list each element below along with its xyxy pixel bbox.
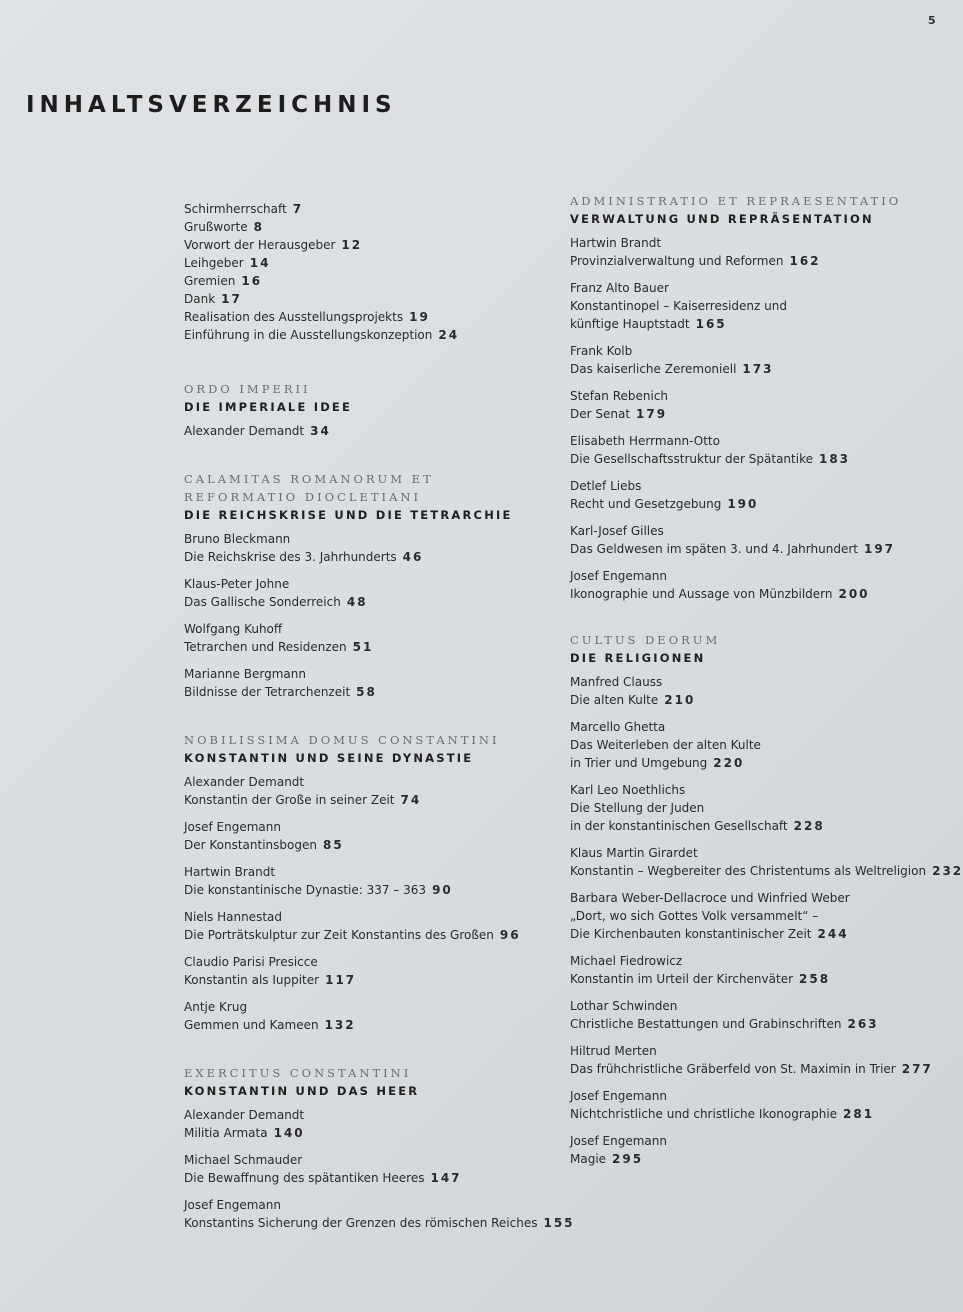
front-matter-item	[184, 218, 564, 236]
entry-title: Bildnisse der Tetrarchenzeit 58	[184, 685, 377, 699]
entry-author: Hartwin Brandt	[570, 236, 662, 250]
page-title: INHALTSVERZEICHNIS	[26, 92, 397, 118]
toc-entry	[184, 863, 564, 899]
section-german-title: KONSTANTIN UND SEINE DYNASTIE	[184, 751, 474, 765]
page-ref: 295	[612, 1152, 644, 1166]
entry-title: Dank	[184, 292, 216, 306]
page-ref: 14	[249, 256, 271, 270]
entry-title: künftige Hauptstadt 165	[570, 317, 727, 331]
front-matter-item	[184, 200, 564, 218]
page-ref: 220	[713, 756, 745, 770]
page-ref: 74	[400, 793, 422, 807]
entry-title: in der konstantinischen Gesellschaft 228	[570, 819, 825, 833]
page-ref: 147	[430, 1171, 462, 1185]
entry-author: Michael Schmauder	[184, 1153, 303, 1167]
page-ref: 232	[932, 864, 963, 878]
front-matter-list	[184, 200, 564, 344]
toc-entry	[570, 1042, 955, 1078]
front-matter-item	[184, 326, 564, 344]
page-ref: 48	[346, 595, 368, 609]
toc-section	[184, 380, 564, 440]
section-latin-title: EXERCITUS CONSTANTINI	[184, 1066, 412, 1080]
entry-author: Barbara Weber-Dellacroce und Winfried Weber	[570, 891, 850, 905]
entry-author: Marianne Bergmann	[184, 667, 306, 681]
toc-entry	[184, 1151, 564, 1187]
entry-title: Militia Armata 140	[184, 1126, 305, 1140]
page-ref: 200	[838, 587, 870, 601]
entry-title: Ikonographie und Aussage von Münzbildern 200	[570, 587, 870, 601]
page-ref: 210	[664, 693, 696, 707]
entry-title: Einführung in die Ausstellungskonzeption	[184, 328, 433, 342]
entry-title: Provinzialverwaltung und Reformen 162	[570, 254, 821, 268]
toc-entry	[570, 1132, 955, 1168]
toc-entry	[184, 818, 564, 854]
toc-entry	[184, 620, 564, 656]
page-ref: 162	[789, 254, 821, 268]
entry-title: Vorwort der Herausgeber	[184, 238, 336, 252]
entry-title: Konstantins Sicherung der Grenzen des römischen Reiches 155	[184, 1216, 575, 1230]
page-ref: 46	[402, 550, 424, 564]
toc-column-right	[570, 192, 963, 1177]
toc-entry	[570, 477, 955, 513]
page-ref: 16	[241, 274, 263, 288]
entry-author: Josef Engemann	[570, 1134, 667, 1148]
page-ref: 140	[273, 1126, 305, 1140]
entry-author: Karl Leo Noethlichs	[570, 783, 686, 797]
page-ref: 132	[324, 1018, 356, 1032]
page-ref: 155	[543, 1216, 575, 1230]
entry-title: „Dort, wo sich Gottes Volk versammelt“ –	[570, 909, 819, 923]
page-ref: 281	[843, 1107, 875, 1121]
page-ref: 179	[636, 407, 668, 421]
entry-author: Manfred Clauss	[570, 675, 663, 689]
entry-author: Karl-Josef Gilles	[570, 524, 664, 538]
toc-entry	[184, 665, 564, 701]
entry-author: Franz Alto Bauer	[570, 281, 669, 295]
page-number: 5	[928, 14, 936, 27]
entry-author: Josef Engemann	[570, 1089, 667, 1103]
entry-title: Das kaiserliche Zeremoniell 173	[570, 362, 774, 376]
toc-entry	[570, 567, 955, 603]
entry-author: Niels Hannestad	[184, 910, 282, 924]
section-german-title: DIE IMPERIALE IDEE	[184, 400, 353, 414]
entry-title: Die Gesellschaftsstruktur der Spätantike 183	[570, 452, 851, 466]
entry-title: Magie 295	[570, 1152, 644, 1166]
entry-title: Der Senat 179	[570, 407, 668, 421]
entry-author: Detlef Liebs	[570, 479, 642, 493]
page-ref: 258	[799, 972, 831, 986]
page-ref: 183	[818, 452, 851, 466]
toc-section	[570, 631, 963, 1168]
toc-entry	[570, 1087, 955, 1123]
entry-author: Alexander Demandt	[184, 775, 305, 789]
front-matter-item	[184, 272, 564, 290]
entry-author: Hiltrud Merten	[570, 1044, 657, 1058]
entry-title: in Trier und Umgebung 220	[570, 756, 745, 770]
entry-title: Leihgeber	[184, 256, 244, 270]
entry-author: Lothar Schwinden	[570, 999, 678, 1013]
entry-author: Josef Engemann	[184, 1198, 281, 1212]
front-matter-item	[184, 308, 564, 326]
page-ref: 263	[847, 1017, 879, 1031]
toc-entry	[570, 718, 955, 772]
toc-entry	[570, 952, 955, 988]
entry-title: Gremien	[184, 274, 236, 288]
toc-entry	[570, 522, 955, 558]
toc-entry	[184, 998, 564, 1034]
page-ref: 12	[341, 238, 363, 252]
entry-title: Das frühchristliche Gräberfeld von St. Maximin in Trier 277	[570, 1062, 933, 1076]
page-ref: 197	[863, 542, 896, 556]
entry-title: Die alten Kulte 210	[570, 693, 696, 707]
entry-author: Frank Kolb	[570, 344, 633, 358]
toc-column-left	[184, 200, 575, 1241]
page-ref: 190	[727, 497, 759, 511]
toc-entry	[184, 575, 564, 611]
entry-title: Konstantin – Wegbereiter des Christentums als Weltreligion 232	[570, 864, 963, 878]
page-ref: 24	[438, 328, 460, 342]
page-ref: 19	[409, 310, 430, 324]
toc-entry	[570, 342, 955, 378]
section-german-title: DIE RELIGIONEN	[570, 651, 706, 665]
section-latin-title: ORDO IMPERII	[184, 382, 311, 396]
entry-author: Elisabeth Herrmann-Otto	[570, 434, 720, 448]
page-ref: 7	[292, 202, 304, 216]
front-matter-item	[184, 290, 564, 308]
entry-author: Alexander Demandt 34	[184, 424, 331, 438]
page-ref: 244	[817, 927, 849, 941]
entry-author: Alexander Demandt	[184, 1108, 305, 1122]
page-ref: 173	[742, 362, 774, 376]
entry-author: Hartwin Brandt	[184, 865, 276, 879]
page-ref: 34	[310, 424, 331, 438]
entry-author: Josef Engemann	[184, 820, 281, 834]
section-german-title: DIE REICHSKRISE UND DIE TETRARCHIE	[184, 508, 513, 522]
entry-title: Konstantinopel – Kaiserresidenz und	[570, 299, 787, 313]
entry-title: Realisation des Ausstellungsprojekts	[184, 310, 404, 324]
section-german-title: VERWALTUNG UND REPRÄSENTATION	[570, 212, 874, 226]
section-latin-title: NOBILISSIMA DOMUS CONSTANTINI	[184, 733, 500, 747]
entry-title: Das Weiterleben der alten Kulte	[570, 738, 761, 752]
page-ref: 90	[432, 883, 453, 897]
front-matter-item	[184, 254, 564, 272]
entry-title: Die Reichskrise des 3. Jahrhunderts 46	[184, 550, 424, 564]
toc-entry	[184, 1106, 564, 1142]
entry-title: Nichtchristliche und christliche Ikonographie 281	[570, 1107, 875, 1121]
section-latin-title: ADMINISTRATIO ET REPRAESENTATIO	[570, 194, 902, 208]
toc-entry	[184, 773, 564, 809]
entry-author: Wolfgang Kuhoff	[184, 622, 283, 636]
toc-entry	[184, 953, 564, 989]
toc-entry	[570, 781, 955, 835]
page-ref: 277	[901, 1062, 933, 1076]
page-ref: 165	[695, 317, 727, 331]
entry-title: Der Konstantinsbogen 85	[184, 838, 344, 852]
page-ref: 228	[793, 819, 825, 833]
toc-entry	[570, 997, 955, 1033]
entry-title: Recht und Gesetzgebung 190	[570, 497, 759, 511]
toc-entry	[570, 279, 955, 333]
page-ref: 85	[322, 838, 344, 852]
entry-author: Antje Krug	[184, 1000, 248, 1014]
entry-author: Klaus-Peter Johne	[184, 577, 290, 591]
entry-author: Bruno Bleckmann	[184, 532, 291, 546]
entry-title: Gemmen und Kameen 132	[184, 1018, 356, 1032]
entry-author: Stefan Rebenich	[570, 389, 669, 403]
entry-title: Christliche Bestattungen und Grabinschriften 263	[570, 1017, 879, 1031]
toc-entry	[570, 234, 955, 270]
toc-entry	[184, 422, 564, 440]
section-latin-title: CULTUS DEORUM	[570, 633, 721, 647]
section-german-title: KONSTANTIN UND DAS HEER	[184, 1084, 420, 1098]
page-ref: 117	[325, 973, 357, 987]
page-ref: 51	[352, 640, 374, 654]
entry-title: Grußworte	[184, 220, 248, 234]
toc-entry	[570, 889, 955, 943]
entry-title: Konstantin der Große in seiner Zeit 74	[184, 793, 422, 807]
page-ref: 17	[221, 292, 242, 306]
entry-title: Die Porträtskulptur zur Zeit Konstantins des Großen 96	[184, 928, 521, 942]
left-sections	[184, 380, 575, 1232]
page-ref: 8	[253, 220, 264, 234]
entry-author: Michael Fiedrowicz	[570, 954, 683, 968]
toc-entry	[570, 387, 955, 423]
entry-title: Die Bewaffnung des spätantiken Heeres 147	[184, 1171, 462, 1185]
entry-title: Tetrarchen und Residenzen 51	[184, 640, 374, 654]
entry-title: Schirmherrschaft	[184, 202, 287, 216]
toc-section	[184, 470, 564, 701]
front-matter-item	[184, 236, 564, 254]
toc-section	[570, 192, 955, 603]
toc-entry	[184, 1196, 575, 1232]
toc-section	[184, 731, 564, 1034]
page-ref: 58	[356, 685, 377, 699]
entry-title: Die Stellung der Juden	[570, 801, 705, 815]
toc-section	[184, 1064, 575, 1232]
toc-entry	[570, 673, 955, 709]
toc-entry	[184, 530, 564, 566]
page-ref: 96	[499, 928, 521, 942]
right-sections	[570, 192, 963, 1168]
toc-entry	[184, 908, 564, 944]
entry-title: Das Geldwesen im späten 3. und 4. Jahrhundert 197	[570, 542, 896, 556]
entry-author: Klaus Martin Girardet	[570, 846, 698, 860]
entry-author: Claudio Parisi Presicce	[184, 955, 318, 969]
entry-author: Josef Engemann	[570, 569, 667, 583]
entry-title: Die konstantinische Dynastie: 337 – 363 90	[184, 883, 453, 897]
entry-title: Das Gallische Sonderreich 48	[184, 595, 368, 609]
entry-author: Marcello Ghetta	[570, 720, 666, 734]
entry-title: Konstantin als Iuppiter 117	[184, 973, 357, 987]
entry-title: Konstantin im Urteil der Kirchenväter 258	[570, 972, 831, 986]
entry-title: Die Kirchenbauten konstantinischer Zeit 244	[570, 927, 849, 941]
toc-entry	[570, 844, 963, 880]
section-latin-title: CALAMITAS ROMANORUM ET REFORMATIO DIOCLETIANI	[184, 472, 434, 504]
toc-entry	[570, 432, 955, 468]
